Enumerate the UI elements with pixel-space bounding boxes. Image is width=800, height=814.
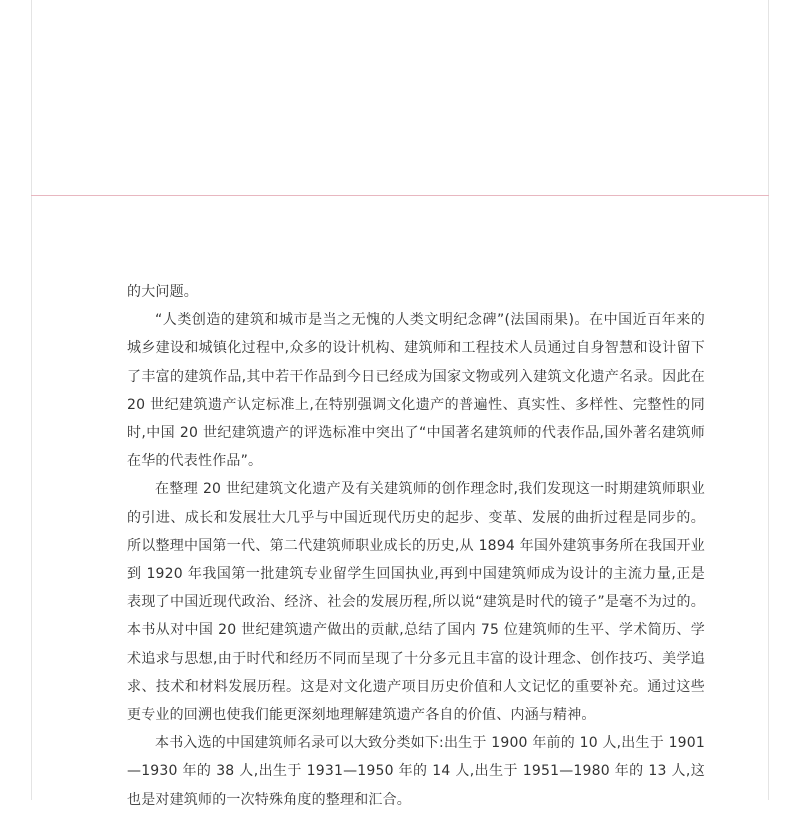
paragraph: 本书入选的中国建筑师名录可以大致分类如下:出生于 1900 年前的 10 人,出生于 1901—1930 年的 38 人,出生于 1931—1950 年的 14 人,出生于 1951—1980 年的 13 人,这也是对建筑师的一次特殊角度的整理和汇合。: [127, 735, 705, 808]
body-text: [127, 278, 705, 814]
paragraph: 在整理 20 世纪建筑文化遗产及有关建筑师的创作理念时,我们发现这一时期建筑师职业的引进、成长和发展壮大几乎与中国近现代历史的起步、变革、发展的曲折过程是同步的。所以整理中国第一代、第二代建筑师职业成长的历史,从 1894 年国外建筑事务所在我国开业到 1920 年我国第一批建筑专业留学生回国执业,再到中国建筑师成为设计的主流力量,正是表现了中国近现代政治、经济、社会的发展历程,所以说“建筑是时代的镜子”是毫不为过的。本书从对中国 20 世纪建筑遗产做出的贡献,总结了国内 75 位建筑师的生平、学术简历、学术追求与思想,由于时代和经历不同而呈现了十分多元且丰富的设计理念、创作技巧、美学追求、技术和材料发展历程。这是对文化遗产项目历史价值和人文记忆的重要补充。通过这些更专业的回溯也使我们能更深刻地理解建筑遗产各自的价值、内涵与精神。: [127, 481, 705, 724]
paragraph: 的大问题。: [127, 284, 198, 300]
paragraph: “人类创造的建筑和城市是当之无愧的人类文明纪念碑”(法国雨果)。在中国近百年来的城乡建设和城镇化过程中,众多的设计机构、建筑师和工程技术人员通过自身智慧和设计留下了丰富的建筑作品,其中若干作品到今日已经成为国家文物或列入建筑文化遗产名录。因此在 20 世纪建筑遗产认定标准上,在特别强调文化遗产的普遍性、真实性、多样性、完整性的同时,中国 20 世纪建筑遗产的评选标准中突出了“中国著名建筑师的代表作品,国外著名建筑师在华的代表性作品”。: [127, 312, 705, 470]
header-divider-line: [31, 195, 769, 196]
